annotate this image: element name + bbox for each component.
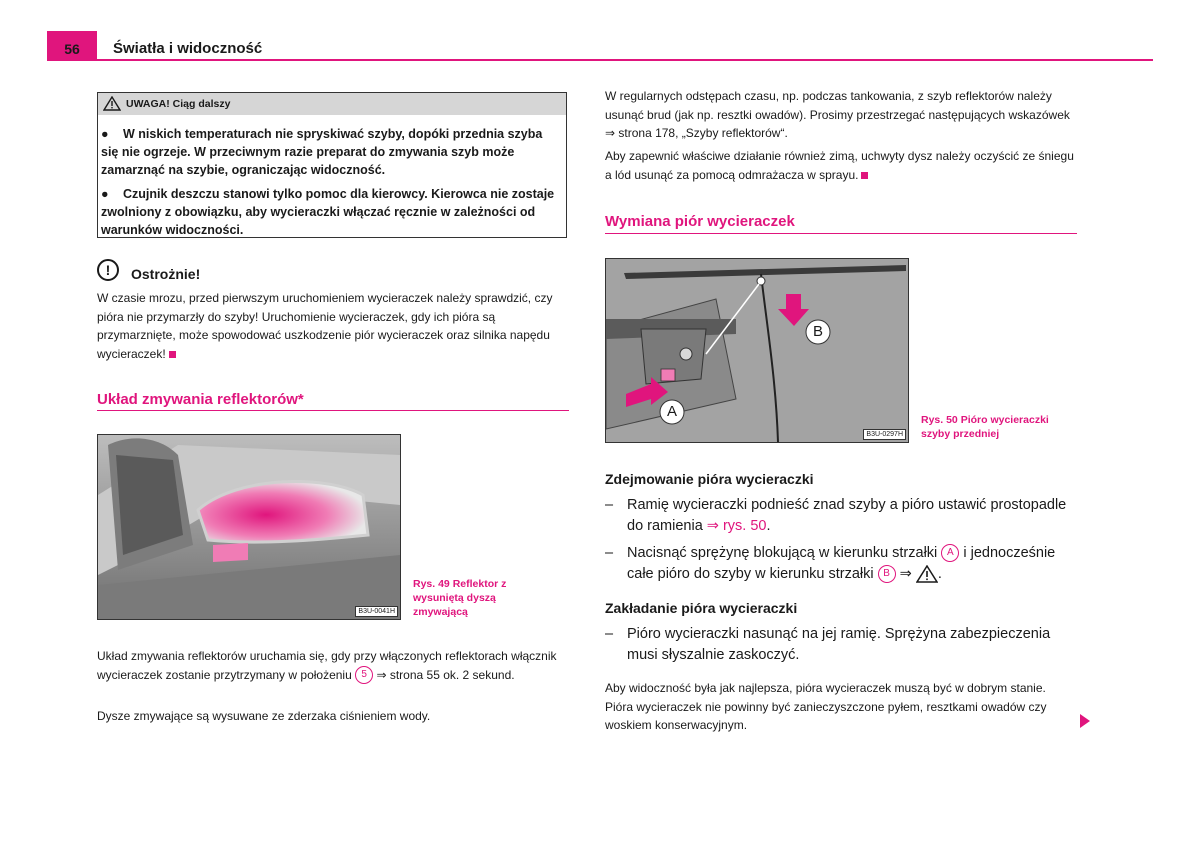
caution-title: Ostrożnie!	[131, 266, 201, 282]
figure-code: B3U-0041H	[355, 606, 398, 617]
section-end-marker	[169, 351, 176, 358]
figure-caption: Rys. 50 Pióro wycieraczki szyby przedniej	[921, 414, 1049, 440]
chapter-title: Światła i widoczność	[113, 40, 263, 57]
warning-heading: UWAGA! Ciąg dalszy	[126, 98, 231, 110]
headlamp-illustration	[98, 435, 400, 619]
final-paragraph: Aby widoczność była jak najlepsza, pióra wycieraczek muszą być w dobrym stanie. Pióra wycieraczek nie powinny być zanieczyszczone pyłem, resztkami owadów czy woskiem konserwacyjnym.	[605, 681, 1047, 732]
arrow-label-b: B	[878, 565, 896, 583]
headlamp-paragraph-1: Układ zmywania reflektorów uruchamia się, gdy przy włączonych reflektorach włącznik wycieraczek zostanie przytrzymany w położeniu 5 ⇒ strona 55 ok. 2 sekund.	[97, 647, 567, 684]
figure-headlamp	[97, 434, 401, 620]
warning-triangle-icon	[103, 96, 121, 111]
section-rule	[605, 233, 1077, 234]
section-title-headlamp: Układ zmywania reflektorów*	[97, 391, 304, 408]
removal-title: Zdejmowanie pióra wycieraczki	[605, 471, 814, 487]
switch-position-5-symbol: 5	[355, 666, 373, 684]
continue-arrow-icon	[1080, 714, 1090, 728]
warning-item: ● W niskich temperaturach nie spryskiwać szyby, dopóki przednia szyba się nie ogrzeje. W przeciwnym razie preparat do zmywania szyb może zamarznąć na szybie, ograniczając widoczność.	[101, 127, 543, 177]
right-paragraph-2: Aby zapewnić właściwe działanie również zimą, uchwyty dysz należy oczyścić ze śniegu a lód usunąć za pomocą odmrażacza w sprayu.	[605, 149, 1074, 182]
exclamation-circle-icon: !	[97, 259, 119, 281]
removal-step-1: – Ramię wycieraczki podnieść znad szyby a pióro ustawić prostopadle do ramienia ⇒ rys. 50.	[605, 497, 1067, 534]
install-title: Zakładanie pióra wycieraczki	[605, 600, 798, 616]
figure-label-b: B	[812, 323, 823, 340]
caution-text: W czasie mrozu, przed pierwszym uruchomieniem wycieraczek należy sprawdzić, czy pióra nie przymarzły do szyby! Uruchomienie wycieraczek, gdy ich pióra są przymarznięte, może spowodować uszkodzenie piór wycieraczek oraz silnika napędu wycieraczek!	[97, 291, 553, 361]
page-number: 56	[64, 41, 80, 57]
section-end-marker	[861, 172, 868, 179]
arrow-label-a: A	[941, 544, 959, 562]
right-paragraph-1: W regularnych odstępach czasu, np. podczas tankowania, z szyb reflektorów należy usunąć brud (jak np. resztki owadów). Prosimy przestrzegać następujących wskazówek ⇒ strona 178, „Szyby reflektorów“.	[605, 89, 1070, 140]
warning-item: ● Czujnik deszczu stanowi tylko pomoc dla kierowcy. Kierowca nie zostaje zwolniony z obowiązku, aby wycieraczki włączać ręcznie w zależności od warunków widoczności.	[101, 187, 555, 237]
install-step-1: – Pióro wycieraczki nasunąć na jej ramię. Sprężyna zabezpieczenia musi słyszalnie zaskoczyć.	[605, 626, 1051, 663]
warning-triangle-icon	[916, 565, 938, 583]
figure-caption: Rys. 49 Reflektor z wysuniętą dyszą zmywającą	[413, 578, 507, 618]
removal-step-2: – Nacisnąć sprężynę blokującą w kierunku strzałki A i jednocześnie całe pióro do szyby w kierunku strzałki B ⇒ .	[605, 545, 1056, 582]
figure-reference-link[interactable]: ⇒ rys. 50	[706, 517, 767, 534]
figure-wiper	[605, 258, 909, 443]
section-title-wiper: Wymiana piór wycieraczek	[605, 213, 795, 230]
figure-label-a: A	[666, 403, 677, 420]
figure-code: B3U-0297H	[863, 429, 906, 440]
header-divider	[47, 59, 1153, 61]
section-rule	[97, 410, 569, 411]
wiper-illustration	[606, 259, 908, 442]
headlamp-paragraph-2: Dysze zmywające są wysuwane ze zderzaka ciśnieniem wody.	[97, 709, 431, 723]
